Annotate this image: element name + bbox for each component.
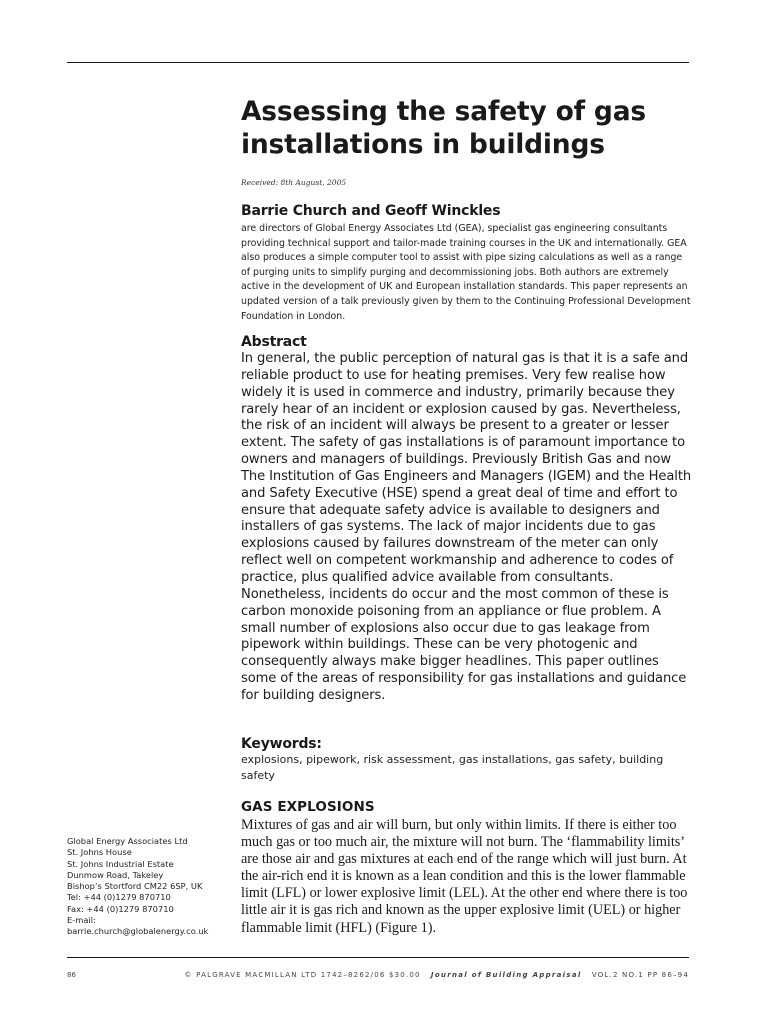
title-line-1: Assessing the safety of gas bbox=[241, 96, 646, 127]
publisher-line: © PALGRAVE MACMILLAN LTD 1742–8262/06 $30.00 bbox=[184, 971, 421, 979]
abstract-heading: Abstract bbox=[241, 334, 307, 350]
top-rule bbox=[67, 62, 689, 63]
keywords-heading: Keywords: bbox=[241, 736, 322, 752]
affiliation-line: Bishop’s Stortford CM22 6SP, UK bbox=[67, 881, 203, 892]
affiliation-line: St. Johns Industrial Estate bbox=[67, 858, 174, 869]
affiliation-line: St. Johns House bbox=[67, 847, 132, 858]
bottom-rule bbox=[67, 957, 689, 958]
section-body: Mixtures of gas and air will burn, but only within limits. If there is either too much gas or too much air, the mixture will not burn. The ‘flammability limits’ are those air and gas mixtures at each end of the range which will just burn. At the air-rich end it is known as a lean condition and this is the lower flammable limit (LFL) or lower explosive limit (LEL). At the other end where there is too little air it is gas rich and known as the upper explosive limit (UEL) or higher flammable limit (HFL) (Figure 1). bbox=[241, 817, 688, 936]
affiliation-line: Fax: +44 (0)1279 870710 bbox=[67, 903, 174, 914]
authors: Barrie Church and Geoff Winckles bbox=[241, 203, 501, 219]
volume-pages: VOL.2 NO.1 PP 86–94 bbox=[591, 971, 689, 979]
affiliation-line: E-mail: bbox=[67, 915, 96, 926]
affiliation-line: Dunmow Road, Takeley bbox=[67, 869, 164, 880]
title-line-2: installations in buildings bbox=[241, 129, 605, 160]
author-affiliation bbox=[67, 836, 208, 938]
keywords-text: explosions, pipework, risk assessment, gas installations, gas safety, building safety bbox=[241, 753, 664, 782]
author-bio: are directors of Global Energy Associates Ltd (GEA), specialist gas engineering consultants providing technical support and tailor-made training courses in the UK and internationally. GEA also produces a simple computer tool to assist with pipe sizing calculations as well as a range of purging units to simplify purging and decommissioning jobs. Both authors are extremely active in the development of UK and European installation standards. This paper represents an updated version of a talk previously given by them to the Continuing Professional Development Foundation in London. bbox=[241, 223, 691, 322]
abstract-text: In general, the public perception of natural gas is that it is a safe and reliable product to use for heating premises. Very few realise how widely it is used in commerce and industry, primarily because they rarely hear of an incident or explosion caused by gas. Nevertheless, the risk of an incident will always be present to a greater or lesser extent. The safety of gas installations is of paramount importance to owners and managers of buildings. Previously British Gas and now The Institution of Gas Engineers and Managers (IGEM) and the Health and Safety Executive (HSE) spend a great deal of time and effort to ensure that adequate safety advice is available to designers and installers of gas systems. The lack of major incidents due to gas explosions caused by failures downstream of the meter can only reflect well on competent workmanship and adherence to codes of practice, plus qualified advice available from consultants. Nonetheless, incidents do occur and the most common of these is carbon monoxide poisoning from an appliance or flue problem. A small number of explosions also occur due to gas leakage from pipework within buildings. These can be very photogenic and consequently always make bigger headlines. This paper outlines some of the areas of responsibility for gas installations and guidance for building designers. bbox=[241, 351, 692, 703]
affiliation-line: Tel: +44 (0)1279 870710 bbox=[67, 892, 171, 903]
journal-name: Journal of Building Appraisal bbox=[430, 971, 582, 979]
section-heading: GAS EXPLOSIONS bbox=[241, 799, 375, 815]
received-date: Received: 8th August, 2005 bbox=[241, 178, 347, 187]
footer-citation bbox=[185, 971, 689, 979]
affiliation-email: barrie.church@globalenergy.co.uk bbox=[67, 926, 209, 937]
article-title bbox=[241, 95, 691, 161]
affiliation-line: Global Energy Associates Ltd bbox=[67, 836, 188, 846]
page-number: 86 bbox=[67, 971, 76, 979]
